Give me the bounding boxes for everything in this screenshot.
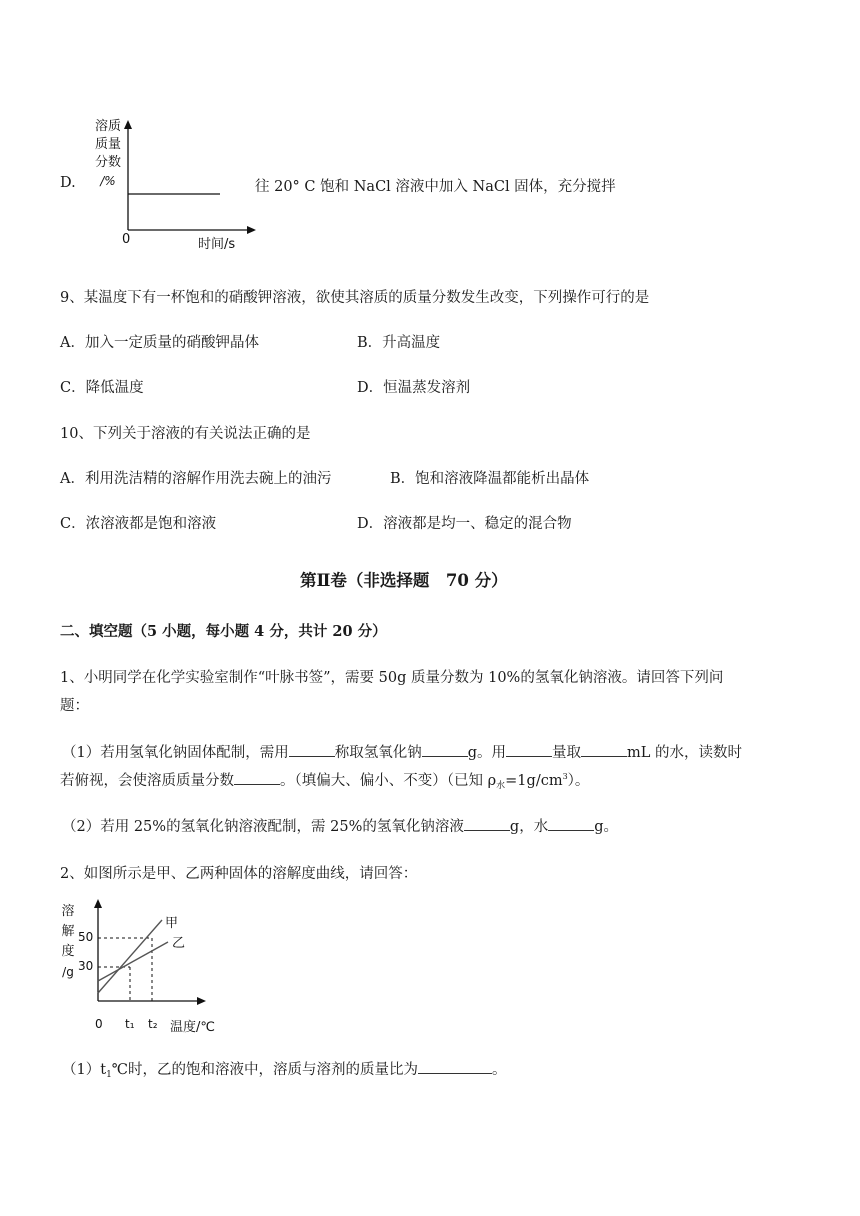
chart2-series-yi: 乙 — [172, 936, 186, 951]
f1-p1-text-i: ）。 — [567, 773, 590, 789]
chart2-xtick-t1: t₁ — [125, 1017, 135, 1031]
f1-p1-sup: 3 — [562, 772, 568, 781]
f2-p1-text-c: 。 — [492, 1062, 507, 1078]
f1-p1-text-a: （1）若用氢氧化钠固体配制，需用 — [62, 745, 289, 761]
q10-option-d[interactable]: D．溶液都是均一、稳定的混合物 — [357, 516, 572, 532]
chart2-ytick-50: 50 — [78, 930, 94, 944]
chart2-ylabel — [58, 902, 78, 982]
chart2-ytick-30: 30 — [78, 959, 94, 973]
chart-d-ylabel-line2: 质量 — [94, 137, 121, 152]
f2-p1-text-a: （1）t — [62, 1062, 107, 1078]
f1-p1-text-d: 量取 — [552, 745, 582, 761]
chart2-ylabel-1: 溶 — [61, 904, 75, 919]
chart2-x-arrow — [197, 997, 206, 1005]
chart2-xtick-0: 0 — [95, 1017, 103, 1031]
q9-stem: 9、某温度下有一杯饱和的硝酸钾溶液，欲使其溶质的质量分数发生改变，下列操作可行的是 — [60, 290, 650, 306]
f1-part2-line — [62, 815, 618, 836]
f1-blank-volume[interactable] — [581, 744, 627, 757]
chart-d-y-arrow — [124, 120, 132, 129]
f2-blank-ratio[interactable] — [418, 1061, 492, 1074]
chart2-plot — [90, 898, 210, 1010]
chart-d-ylabel-line4: /% — [100, 174, 116, 188]
q9-option-a[interactable]: A．加入一定质量的硝酸钾晶体 — [60, 335, 259, 351]
chart2-series-jia: 甲 — [165, 916, 179, 931]
f1-p2-text-b: g，水 — [509, 819, 549, 835]
fill-section-title: 二、填空题（5 小题，每小题 4 分，共计 20 分） — [60, 623, 387, 640]
f2-p1-sub: 1 — [106, 1070, 112, 1080]
f1-p2-text-c: g。 — [594, 819, 618, 835]
q9-option-c[interactable]: C．降低温度 — [60, 380, 144, 396]
f2-p1-text-b: ℃时，乙的饱和溶液中，溶质与溶剂的质量比为 — [111, 1062, 419, 1078]
q10-option-b[interactable]: B．饱和溶液降温都能析出晶体 — [390, 471, 590, 487]
chart2-xtick-t2: t₂ — [148, 1017, 158, 1031]
f1-p1-text-e: mL 的水，读数时 — [627, 745, 743, 761]
f1-p1-text-g: 。（填偏大、偏小、不变）（已知 ρ — [280, 773, 497, 789]
chart-d-ylabel-line3: 分数 — [94, 155, 121, 170]
f1-p1-text-h: =1g/cm — [505, 773, 563, 789]
f1-stem-line1: 1、小明同学在化学实验室制作“叶脉书签”，需要 50g 质量分数为 10%的氢氧化钠溶液。请回答下列问 — [60, 670, 724, 686]
f1-blank-instrument[interactable] — [289, 744, 335, 757]
chart2-xlabel: 温度/℃ — [170, 1020, 215, 1035]
q9-option-d[interactable]: D．恒温蒸发溶剂 — [357, 380, 471, 396]
part2-title: 第Ⅱ卷（非选择题 70 分） — [300, 571, 508, 590]
f1-p1-text-c: g。用 — [467, 745, 507, 761]
option-d-letter: D. — [60, 175, 76, 191]
chart2-y-arrow — [94, 899, 102, 908]
f1-stem-line2: 题： — [60, 698, 89, 714]
f2-stem: 2、如图所示是甲、乙两种固体的溶解度曲线，请回答： — [60, 866, 418, 882]
q10-stem: 10、下列关于溶液的有关说法正确的是 — [60, 426, 311, 442]
f1-p1-sub: 水 — [496, 781, 506, 791]
chart-d-axes — [118, 118, 258, 243]
f1-p2-text-a: （2）若用 25%的氢氧化钠溶液配制，需 25%的氢氧化钠溶液 — [62, 819, 464, 835]
f1-p1-text-b: 称取氢氧化钠 — [334, 745, 422, 761]
f1-blank-mass[interactable] — [422, 744, 468, 757]
f2-part1-line — [62, 1058, 507, 1080]
chart-d-x-arrow — [247, 226, 256, 234]
chart-d-xlabel: 时间/s — [198, 237, 236, 252]
option-d-caption: 往 20° C 饱和 NaCl 溶液中加入 NaCl 固体，充分搅拌 — [255, 179, 616, 195]
f1-blank-water-mass[interactable] — [548, 818, 594, 831]
chart-d-origin: 0 — [122, 232, 131, 247]
chart-d-ylabel-line1: 溶质 — [94, 119, 121, 134]
chart2-curve-yi — [98, 942, 168, 981]
q10-option-c[interactable]: C．浓溶液都是饱和溶液 — [60, 516, 217, 532]
chart2-ylabel-2: 解 — [61, 924, 75, 939]
chart2-ylabel-3: 度 — [61, 944, 75, 959]
f1-blank-effect[interactable] — [234, 772, 280, 785]
f1-blank-solution-mass[interactable] — [464, 818, 510, 831]
f1-p1-text-f: 若俯视，会使溶质质量分数 — [60, 773, 234, 789]
q9-option-b[interactable]: B．升高温度 — [357, 335, 441, 351]
f1-part1-line1 — [62, 741, 742, 762]
f1-blank-measure-tool[interactable] — [506, 744, 552, 757]
chart2-ylabel-4: /g — [62, 965, 74, 979]
f1-part1-line2 — [60, 769, 589, 791]
q10-option-a[interactable]: A．利用洗洁精的溶解作用洗去碗上的油污 — [60, 471, 332, 487]
